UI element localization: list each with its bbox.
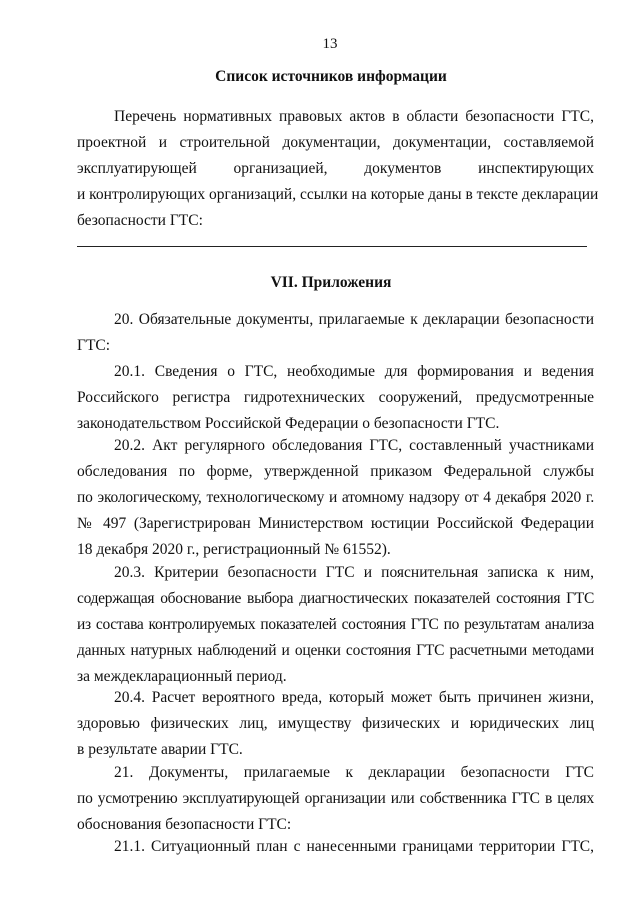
text-line: обследования по форме, утвержденной приказом Федеральной службы (77, 463, 594, 480)
text-line: обоснования безопасности ГТС: (77, 816, 292, 833)
text-line: 21.1. Ситуационный план с нанесенными границами территории ГТС, (114, 838, 594, 855)
paragraph-21-1 (77, 834, 594, 860)
text-line: безопасности ГТС: (77, 212, 203, 229)
text-line: 20.1. Сведения о ГТС, необходимые для формирования и ведения (114, 363, 594, 380)
text-line: эксплуатирующей организацией, документов инспектирующих (77, 160, 594, 177)
text-line: 20.3. Критерии безопасности ГТС и пояснительная записка к ним, (114, 564, 594, 581)
text-line: 18 декабря 2020 г., регистрационный № 61552). (77, 541, 391, 558)
paragraph-20 (77, 307, 594, 359)
text-line: проектной и строительной документации, документации, составляемой (77, 134, 594, 151)
paragraph-20-3 (77, 560, 594, 690)
section-title-appendices: VII. Приложения (270, 274, 392, 291)
sources-paragraph (77, 104, 599, 234)
text-line: 20.4. Расчет вероятного вреда, который может быть причинен жизни, (114, 689, 594, 706)
text-line: за междекларационный период. (77, 668, 287, 685)
text-line: здоровью физических лиц, имуществу физических и юридических лиц (77, 715, 594, 732)
paragraph-20-2 (77, 433, 594, 563)
paragraph-21 (77, 760, 594, 838)
text-line: законодательством Российской Федерации о безопасности ГТС. (77, 415, 500, 432)
text-line: 21. Документы, прилагаемые к декларации безопасности ГТС (114, 764, 594, 781)
text-line: 20.2. Акт регулярного обследования ГТС, составленный участниками (114, 437, 594, 454)
text-line: Перечень нормативных правовых актов в области безопасности ГТС, (114, 108, 594, 125)
text-line: по усмотрению эксплуатирующей организации или собственника ГТС в целях (77, 790, 594, 807)
text-line: № 497 (Зарегистрирован Министерством юстиции Российской Федерации (77, 515, 594, 532)
text-line: в результате аварии ГТС. (77, 741, 243, 758)
blank-fill-line (77, 246, 587, 247)
paragraph-20-4 (77, 685, 594, 763)
text-line: ГТС: (77, 337, 111, 354)
page-number: 13 (322, 36, 338, 52)
paragraph-20-1 (77, 359, 594, 437)
text-line: из состава контролируемых показателей состояния ГТС по результатам анализа (77, 616, 594, 633)
text-line: содержащая обоснование выбора диагностических показателей состояния ГТС (77, 590, 594, 607)
text-line: и контролирующих организаций, ссылки на которые даны в тексте декларации (77, 186, 599, 203)
text-line: Российского регистра гидротехнических сооружений, предусмотренные (77, 389, 594, 406)
text-line: по экологическому, технологическому и атомному надзору от 4 декабря 2020 г. (77, 489, 594, 506)
text-line: данных натурных наблюдений и оценки состояния ГТС расчетными методами (77, 642, 594, 659)
text-line: 20. Обязательные документы, прилагаемые к декларации безопасности (114, 311, 594, 328)
section-title-sources: Список источников информации (215, 68, 447, 85)
